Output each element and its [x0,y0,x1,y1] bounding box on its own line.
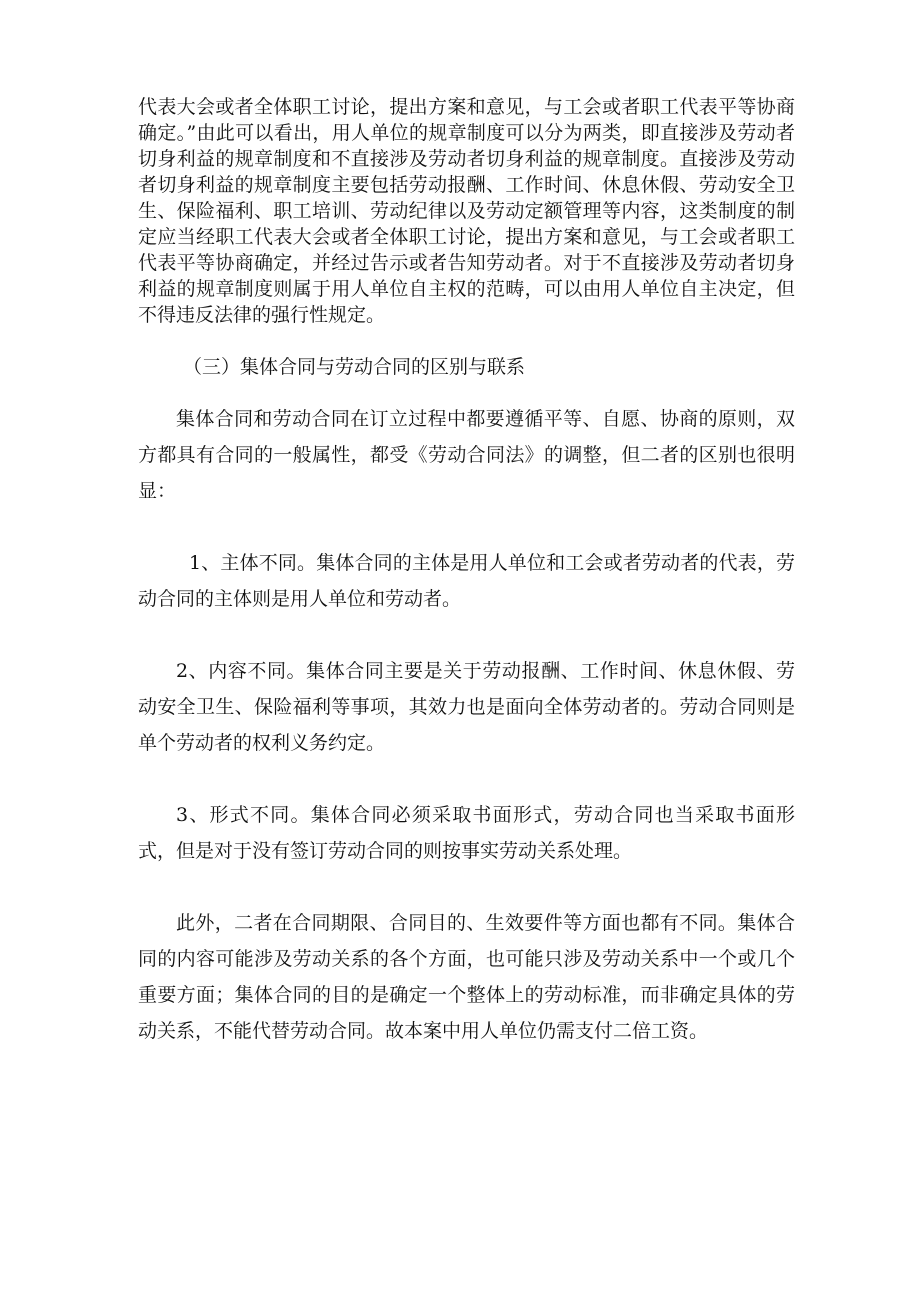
section-heading: （三）集体合同与劳动合同的区别与联系 [183,356,526,378]
point-3-paragraph: 3、形式不同。集体合同必须采取书面形式，劳动合同也当采取书面形式，但是对于没有签订劳动合同的则按事实劳动关系处理。 [138,804,795,862]
point-1-paragraph: 1、主体不同。集体合同的主体是用人单位和工会或者劳动者的代表，劳动合同的主体则是用人单位和劳动者。 [138,552,795,610]
intro-paragraph: 代表大会或者全体职工讨论，提出方案和意见，与工会或者职工代表平等协商确定。”由此可以看出，用人单位的规章制度可以分为两类，即直接涉及劳动者切身利益的规章制度和不直接涉及劳动者切身利益的规章制度。直接涉及劳动者切身利益的规章制度主要包括劳动报酬、工作时间、休息休假、劳动安全卫生、保险福利、职工培训、劳动纪律以及劳动定额管理等内容，这类制度的制定应当经职工代表大会或者全体职工讨论，提出方案和意见，与工会或者职工代表平等协商确定，并经过告示或者告知劳动者。对于不直接涉及劳动者切身利益的规章制度则属于用人单位自主权的范畴，可以由用人单位自主决定，但不得违反法律的强行性规定。 [138,96,795,326]
point-2-paragraph: 2、内容不同。集体合同主要是关于劳动报酬、工作时间、休息休假、劳动安全卫生、保险福利等事项，其效力也是面向全体劳动者的。劳动合同则是单个劳动者的权利义务约定。 [138,660,795,754]
conclusion-paragraph: 此外，二者在合同期限、合同目的、生效要件等方面也都有不同。集体合同的内容可能涉及劳动关系的各个方面，也可能只涉及劳动关系中一个或几个重要方面；集体合同的目的是确定一个整体上的劳动标准，而非确定具体的劳动关系，不能代替劳动合同。故本案中用人单位仍需支付二倍工资。 [138,912,795,1042]
paragraph-general: 集体合同和劳动合同在订立过程中都要遵循平等、自愿、协商的原则，双方都具有合同的一般属性，都受《劳动合同法》的调整，但二者的区别也很明显： [138,408,795,502]
document-page [138,94,795,1042]
